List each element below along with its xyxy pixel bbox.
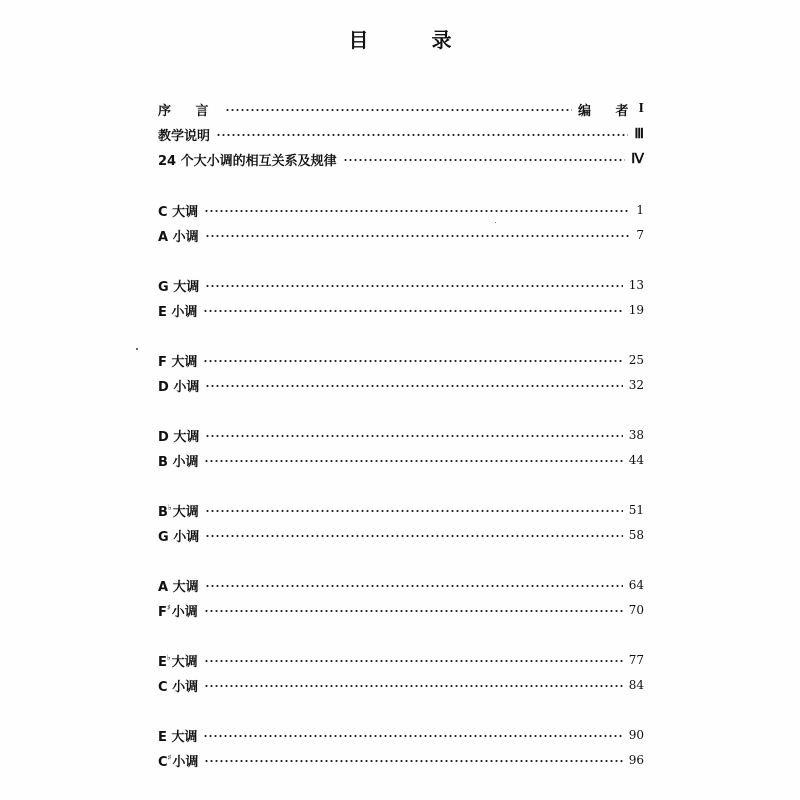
accidental-sign: ♭ <box>167 502 172 512</box>
toc-row-key[interactable] <box>158 450 644 470</box>
dot-leader <box>205 278 623 292</box>
toc-page-number: 96 <box>628 753 644 767</box>
key-mode: 大调 <box>172 579 199 595</box>
toc-page-number: 77 <box>628 653 644 667</box>
key-mode: 小调 <box>172 454 199 470</box>
key-root: A <box>158 579 169 595</box>
toc-page-number: 90 <box>628 728 644 742</box>
toc-label <box>158 576 199 595</box>
toc-row-key[interactable] <box>158 425 644 445</box>
toc-label <box>158 301 197 320</box>
dot-leader <box>203 728 622 742</box>
scan-speck <box>495 222 496 223</box>
key-root: C <box>158 204 168 220</box>
toc-page-number: 64 <box>628 578 644 592</box>
dot-leader <box>343 152 625 166</box>
page-title: 目 录 <box>348 28 480 52</box>
toc-label <box>158 601 198 620</box>
toc-label <box>158 201 198 220</box>
toc-row-key[interactable] <box>158 750 644 770</box>
key-root: F <box>158 604 167 620</box>
dot-leader <box>205 578 623 592</box>
key-root: E <box>158 654 167 670</box>
toc-row-key-relations[interactable] <box>158 149 644 169</box>
toc-page-number: Ⅲ <box>634 126 644 142</box>
dot-leader <box>204 603 623 617</box>
key-mode: 大调 <box>172 204 199 220</box>
dot-leader <box>205 378 622 392</box>
key-mode: 大调 <box>172 504 199 520</box>
dot-leader <box>203 303 622 317</box>
key-root: D <box>158 429 169 445</box>
dot-leader <box>204 753 622 767</box>
toc-page-number: 1 <box>636 203 644 217</box>
toc-label <box>158 651 198 670</box>
scan-speck <box>136 348 138 350</box>
key-root: B <box>158 504 168 520</box>
key-root: D <box>158 379 169 395</box>
dot-leader <box>205 503 623 517</box>
toc-row-teaching-notes[interactable] <box>158 124 644 144</box>
toc-label <box>158 351 197 370</box>
toc-row-key[interactable] <box>158 600 644 620</box>
key-root: G <box>158 279 169 295</box>
key-mode: 大调 <box>171 354 198 370</box>
key-mode: 小调 <box>172 754 199 770</box>
key-root: E <box>158 304 167 320</box>
toc-page-number: Ⅳ <box>631 151 644 167</box>
toc-label: 教学说明 <box>158 128 211 144</box>
toc-row-key[interactable] <box>158 575 644 595</box>
dot-leader <box>204 203 630 217</box>
toc-page-number: 19 <box>628 303 644 317</box>
toc-page-number: 38 <box>628 428 644 442</box>
dot-leader <box>204 453 622 467</box>
toc-page-number: 32 <box>628 378 644 392</box>
key-mode: 小调 <box>173 379 200 395</box>
key-mode: 小调 <box>171 304 198 320</box>
key-root: A <box>158 229 169 245</box>
toc-label <box>158 751 198 770</box>
dot-leader <box>225 102 572 116</box>
dot-leader <box>203 353 622 367</box>
toc-row-key[interactable] <box>158 275 644 295</box>
toc-label <box>158 376 199 395</box>
toc-row-key[interactable] <box>158 500 644 520</box>
key-mode: 小调 <box>172 229 199 245</box>
key-mode: 大调 <box>173 429 200 445</box>
toc-label <box>158 676 198 695</box>
toc-row-key[interactable] <box>158 300 644 320</box>
key-root: C <box>158 754 168 770</box>
toc-page-number: 58 <box>628 528 644 542</box>
key-mode: 小调 <box>171 604 198 620</box>
toc-row-key[interactable] <box>158 375 644 395</box>
toc-label <box>158 226 199 245</box>
toc-page-number: 51 <box>628 503 644 517</box>
toc-page-number: I <box>638 101 644 116</box>
key-root: C <box>158 679 168 695</box>
dot-leader <box>204 678 623 692</box>
toc-page-number: 44 <box>628 453 644 467</box>
toc-page-number: 70 <box>628 603 644 617</box>
accidental-sign: ♯ <box>167 752 172 762</box>
toc-author: 编 者 <box>578 103 639 119</box>
toc-row-key[interactable] <box>158 350 644 370</box>
toc-row-key[interactable] <box>158 725 644 745</box>
key-root: E <box>158 729 167 745</box>
toc-page-number: 25 <box>628 353 644 367</box>
toc-label: 24 个大小调的相互关系及规律 <box>158 153 337 169</box>
accidental-sign: ♭ <box>166 652 171 662</box>
dot-leader <box>205 428 622 442</box>
toc-row-key[interactable] <box>158 225 644 245</box>
toc-label <box>158 726 197 745</box>
toc-label <box>158 501 199 520</box>
toc-label <box>158 426 199 445</box>
toc-row-key[interactable] <box>158 650 644 670</box>
toc-row-key[interactable] <box>158 525 644 545</box>
toc-row-key[interactable] <box>158 200 644 220</box>
toc-row-key[interactable] <box>158 675 644 695</box>
key-mode: 大调 <box>171 729 198 745</box>
key-mode: 小调 <box>173 529 200 545</box>
key-mode: 小调 <box>172 679 199 695</box>
toc-page-number: 84 <box>628 678 644 692</box>
toc-label: 序 言 <box>158 103 219 119</box>
toc-label <box>158 451 198 470</box>
toc-label <box>158 526 199 545</box>
dot-leader <box>205 228 631 242</box>
key-mode: 大调 <box>171 654 198 670</box>
dot-leader <box>204 653 623 667</box>
key-root: G <box>158 529 169 545</box>
key-mode: 大调 <box>173 279 200 295</box>
toc-page-number: 13 <box>628 278 644 292</box>
dot-leader <box>205 528 623 542</box>
toc-page-number: 7 <box>636 228 644 242</box>
dot-leader <box>216 127 628 141</box>
toc-label <box>158 276 199 295</box>
key-root: F <box>158 354 167 370</box>
key-root: B <box>158 454 168 470</box>
accidental-sign: ♯ <box>166 602 171 612</box>
toc-row-preface[interactable] <box>158 99 644 119</box>
